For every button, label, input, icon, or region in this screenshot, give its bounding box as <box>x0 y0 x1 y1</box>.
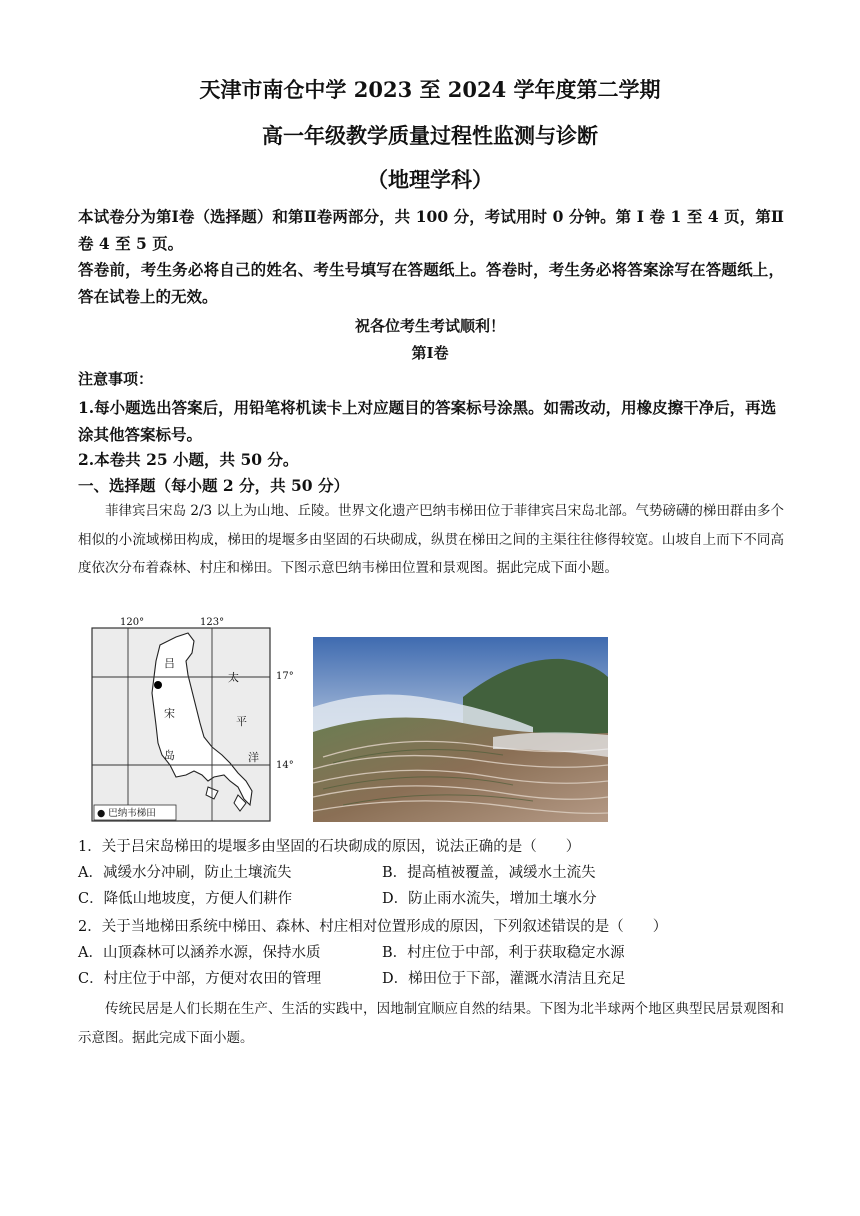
question-1-option-b: B．提高植被覆盖，减缓水土流失 <box>382 865 596 881</box>
terrace-landscape-photo <box>313 637 608 822</box>
location-map <box>88 615 274 825</box>
island-char-3: 岛 <box>164 749 175 762</box>
question-1-option-d: D．防止雨水流失，增加土壤水分 <box>382 891 597 907</box>
good-luck-text: 祝各位考生考试顺利！ <box>354 317 505 335</box>
map-legend: ● 巴纳韦梯田 <box>97 808 156 819</box>
instructions-paragraph-2: 答卷前，考生务必将自己的姓名、考生号填写在答题纸上。答卷时，考生务必将答案涂写在答题纸上，答在试卷上的无效。 <box>78 260 784 306</box>
exam-title: 高一年级教学质量过程性监测与诊断 <box>262 123 598 148</box>
question-2-option-b: B．村庄位于中部，利于获取稳定水源 <box>382 945 625 961</box>
ocean-char-1: 太 <box>228 671 239 684</box>
part-heading: 第Ⅰ卷 <box>411 344 449 362</box>
school-title: 天津市南仓中学 2023 至 2024 学年度第二学期 <box>199 77 661 102</box>
island-char-1: 吕 <box>164 657 175 670</box>
lat-label-17: 17° <box>276 671 294 682</box>
lon-label-120: 120° <box>120 617 145 628</box>
passage-1: 菲律宾吕宋岛 2/3 以上为山地、丘陵。世界文化遗产巴纳韦梯田位于菲律宾吕宋岛北部。气势磅礴的梯田群由多个相似的小流域梯田构成，梯田的堤堰多由坚固的石块砌成，纵贯在梯田之间的主渠往往修得较宽。山坡自上而下不同高度依次分布着森林、村庄和梯田。下图示意巴纳韦梯田位置和景观图。据此完成下面小题。 <box>78 503 784 576</box>
subject-title: （地理学科） <box>367 167 493 192</box>
notice-heading: 注意事项： <box>78 370 154 388</box>
question-2-stem: 2．关于当地梯田系统中梯田、森林、村庄相对位置形成的原因，下列叙述错误的是（ ） <box>78 919 668 935</box>
ocean-char-2: 平 <box>236 715 247 728</box>
question-1-stem: 1．关于吕宋岛梯田的堤堰多由坚固的石块砌成的原因，说法正确的是（ ） <box>78 839 581 855</box>
question-2-option-d: D．梯田位于下部，灌溉水清洁且充足 <box>382 971 626 987</box>
banaue-terraces-marker <box>154 681 162 689</box>
lon-label-123: 123° <box>200 617 225 628</box>
notice-item-2: 2.本卷共 25 小题，共 50 分。 <box>78 450 299 469</box>
question-2-option-a: A．山顶森林可以涵养水源，保持水质 <box>78 945 321 961</box>
instructions-paragraph-1: 本试卷分为第Ⅰ卷（选择题）和第Ⅱ卷两部分，共 100 分，考试用时 0 分钟。第 I 卷 1 至 4 页，第Ⅱ卷 4 至 5 页。 <box>78 207 784 253</box>
ocean-char-3: 洋 <box>248 751 259 764</box>
lat-label-14: 14° <box>276 760 294 771</box>
notice-item-1: 1.每小题选出答案后，用铅笔将机读卡上对应题目的答案标号涂黑。如需改动，用橡皮擦干净后，再选涂其他答案标号。 <box>78 398 777 444</box>
question-2-option-c: C．村庄位于中部，方便对农田的管理 <box>78 971 322 987</box>
island-char-2: 宋 <box>164 707 175 720</box>
question-1-option-a: A．减缓水分冲刷，防止土壤流失 <box>78 865 292 881</box>
section-heading: 一、选择题（每小题 2 分，共 50 分） <box>78 476 349 495</box>
question-1-option-c: C．降低山地坡度，方便人们耕作 <box>78 891 293 907</box>
passage-2: 传统民居是人们长期在生产、生活的实践中，因地制宜顺应自然的结果。下图为北半球两个地区典型民居景观图和示意图。据此完成下面小题。 <box>78 1001 784 1046</box>
